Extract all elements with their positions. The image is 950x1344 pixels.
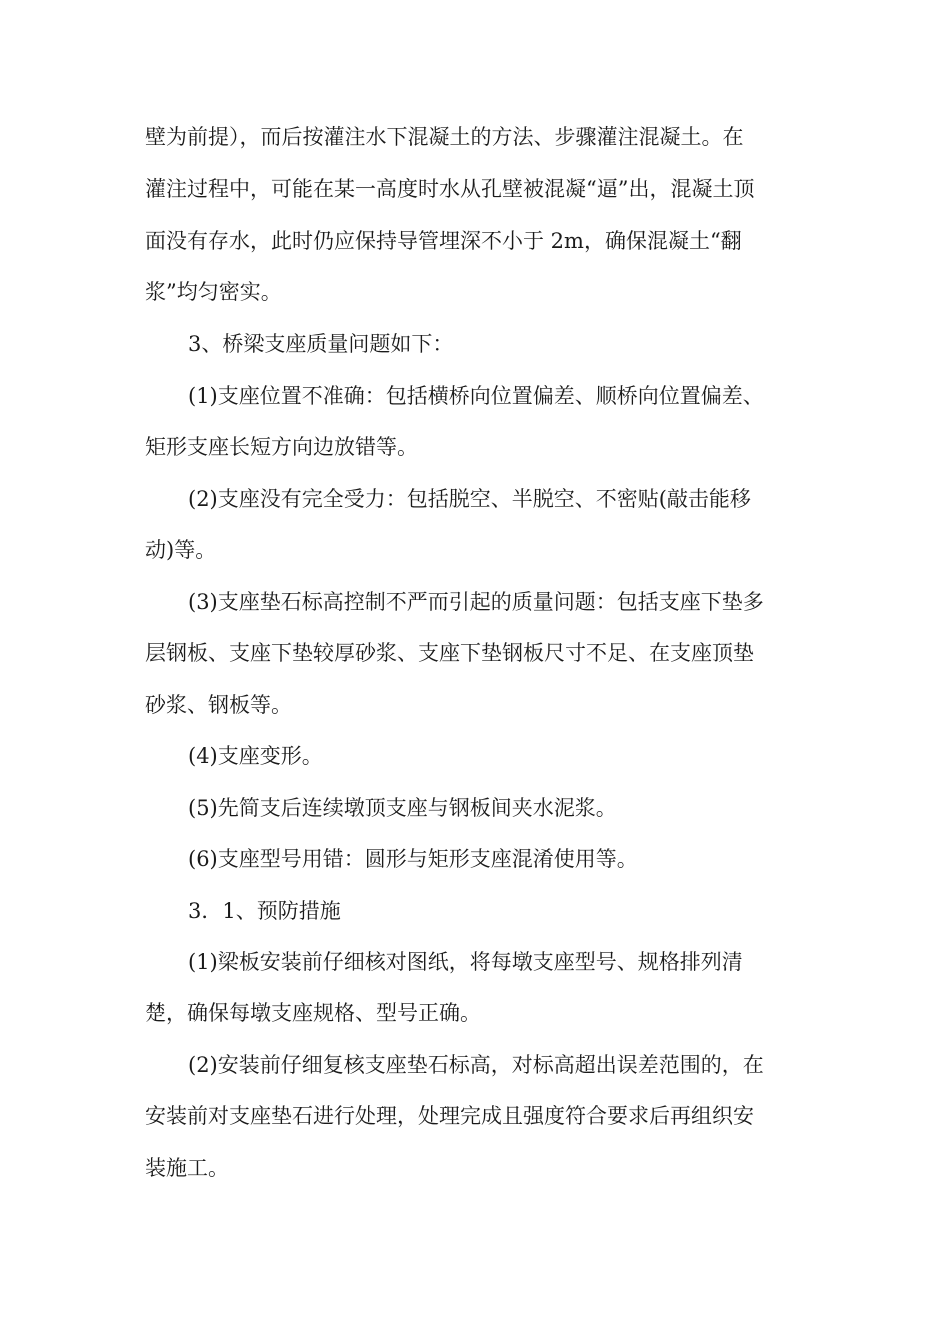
text-line: 动)等。 [145, 538, 217, 562]
text-line: (4)支座变形。 [188, 744, 323, 768]
section-heading: 3、桥梁支座质量问题如下： [188, 332, 454, 356]
text-line: 安装前对支座垫石进行处理，处理完成且强度符合要求后再组织安 [145, 1104, 754, 1128]
text-line: (5)先简支后连续墩顶支座与钢板间夹水泥浆。 [188, 796, 617, 820]
text-line: (2)支座没有完全受力：包括脱空、半脱空、不密贴(敲击能移 [188, 487, 751, 511]
section-heading: 3．1、预防措施 [188, 899, 341, 923]
text-line: 面没有存水，此时仍应保持导管埋深不小于 2m，确保混凝土“翻 [145, 229, 742, 253]
text-line: (2)安装前仔细复核支座垫石标高，对标高超出误差范围的，在 [188, 1053, 764, 1077]
text-line: 矩形支座长短方向边放错等。 [145, 435, 418, 459]
text-line: 灌注过程中，可能在某一高度时水从孔壁被混凝“逼”出，混凝土顶 [145, 177, 755, 201]
text-line: (1)支座位置不准确：包括横桥向位置偏差、顺桥向位置偏差、 [188, 384, 764, 408]
text-line: 装施工。 [145, 1156, 229, 1180]
text-line: (6)支座型号用错：圆形与矩形支座混淆使用等。 [188, 847, 638, 871]
text-line: 楚，确保每墩支座规格、型号正确。 [145, 1001, 481, 1025]
text-line: 砂浆、钢板等。 [145, 693, 292, 717]
text-line: 层钢板、支座下垫较厚砂浆、支座下垫钢板尺寸不足、在支座顶垫 [145, 641, 754, 665]
text-line: 壁为前提），而后按灌注水下混凝土的方法、步骤灌注混凝土。在 [145, 125, 744, 149]
text-line: (3)支座垫石标高控制不严而引起的质量问题：包括支座下垫多 [188, 590, 764, 614]
text-line: (1)梁板安装前仔细核对图纸，将每墩支座型号、规格排列清 [188, 950, 743, 974]
text-line: 浆”均匀密实。 [145, 280, 282, 304]
